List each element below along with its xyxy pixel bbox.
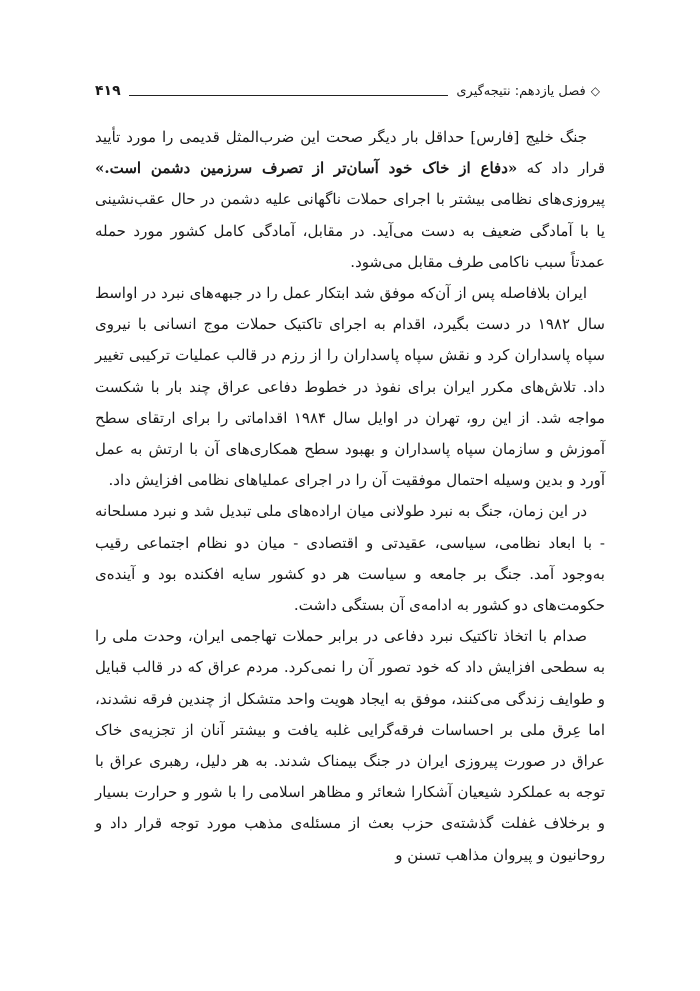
header-rule: [129, 95, 449, 96]
paragraph-1-start: جنگ خلیج [فارس] حداقل بار دیگر صحت این ضرب‌المثل قدیمی را مورد تأیید قرار داد که: [95, 128, 606, 178]
diamond-icon: ◇: [590, 84, 600, 98]
paragraph-4: صدام با اتخاذ تاکتیک نبرد دفاعی در برابر حملات تهاجمی ایران، وحدت ملی را به سطحی افزایش داد که خود تصور آن را نمی‌کرد. مردم عراق که در قالب قبایل و طوایف زندگی می‌کنند، موفق به ایجاد هویت واحد متشکل از چندین فرقه نشدند، اما عِرق ملی بر احساسات فرقه‌گرایی غلبه یافت و بیشتر آنان از تجزیه‌ی خاک عراق در صورت پیروزی ایران در جنگ بیمناک شدند. به هر دلیل، رهبری عراق با توجه به عملکرد شیعیان آشکارا شعائر و مظاهر اسلامی را با شور و حرارت بسیار و برخلاف غفلت گذشته‌ی حزب بعث از مسئله‌ی مذهب مورد توجه قرار داد و روحانیون و پیروان مذاهب تسنن و: [95, 627, 605, 864]
paragraph-3: در این زمان، جنگ به نبرد طولانی میان اراده‌های ملی تبدیل شد و نبرد مسلحانه - با ابعاد نظامی، سیاسی، عقیدتی و اقتصادی - میان دو نظام اجتماعی رقیب به‌وجود آمد. جنگ بر جامعه و سیاست هر دو کشور سایه افکنده بود و آینده‌ی حکومت‌های دو کشور به ادامه‌ی آن بستگی داشت.: [95, 502, 605, 615]
chapter-title: فصل یازدهم: نتیجه‌گیری: [456, 83, 586, 99]
body-text: [95, 122, 605, 871]
paragraph-1: [95, 122, 605, 278]
running-header: [95, 80, 600, 102]
paragraph-2: ایران بلافاصله پس از آن‌که موفق شد ابتکار عمل را در جبهه‌های نبرد در اواسط سال ۱۹۸۲ در دست بگیرد، اقدام به اجرای تاکتیک حملات موج انسانی با نیروی سپاه پاسداران کرد و نقش سپاه پاسداران را از رزم در قالب عملیات ترکیبی تغییر داد. تلاش‌های مکرر ایران برای نفوذ در خطوط دفاعی عراق چند بار با شکست مواجه شد. از این رو، تهران در اوایل سال ۱۹۸۴ اقداماتی را برای ارتقای سطح آموزش و سازمان سپاه پاسداران و بهبود سطح همکاری‌های آن با ارتش به عمل آورد و بدین وسیله احتمال موفقیت آن را در اجرای عملیاهای نظامی افزایش داد.: [95, 284, 606, 490]
bold-quote: «دفاع از خاک خود آسان‌تر از تصرف سرزمین دشمن است.»: [95, 159, 518, 178]
paragraph-1-end: پیروزی‌های نظامی بیشتر با اجرای حملات ناگهانی علیه دشمن در حال عقب‌نشینی یا با آمادگی ضعیف به دست می‌آید. در مقابل، آمادگی کامل کشور مورد حمله عمدتاً سبب ناکامی طرف مقابل می‌شود.: [95, 190, 605, 271]
page-number: ۴۱۹: [95, 83, 121, 99]
